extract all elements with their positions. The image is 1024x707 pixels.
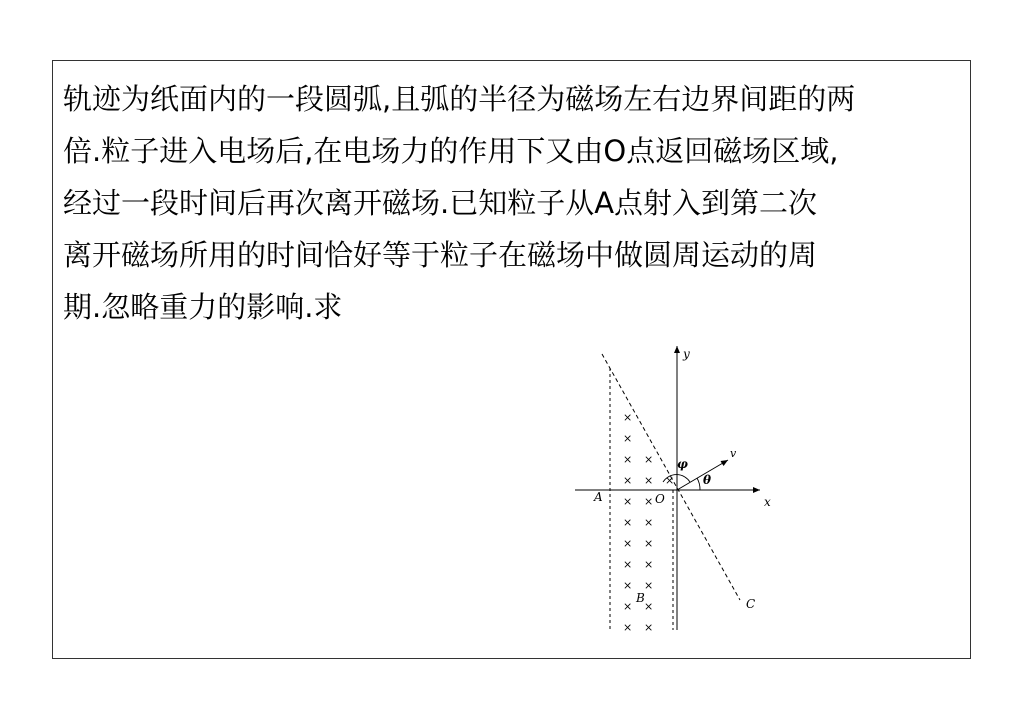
point-o-label: O <box>655 492 665 506</box>
problem-frame <box>52 60 971 659</box>
field-cross: × <box>623 600 633 613</box>
text-line-1: 轨迹为纸面内的一段圆弧,且弧的半径为磁场左右边界间距的两 <box>63 82 856 116</box>
physics-diagram <box>560 340 800 640</box>
field-cross: × <box>623 579 633 592</box>
text-line-2: 倍.粒子进入电场后,在电场力的作用下又由O点返回磁场区域, <box>63 134 839 168</box>
field-cross: × <box>644 537 654 550</box>
angle-theta-label: θ <box>703 473 712 487</box>
field-cross: × <box>623 474 633 487</box>
field-cross: × <box>623 558 633 571</box>
field-cross: × <box>623 432 633 445</box>
field-cross: × <box>644 495 654 508</box>
magnetic-field-marks <box>623 411 674 634</box>
text-line-3: 经过一段时间后再次离开磁场.已知粒子从A点射入到第二次 <box>63 186 818 220</box>
field-cross: × <box>644 558 654 571</box>
field-cross: × <box>623 495 633 508</box>
text-line-4: 离开磁场所用的时间恰好等于粒子在磁场中做圆周运动的周 <box>63 238 818 272</box>
field-cross: × <box>644 621 654 634</box>
field-cross: × <box>644 453 654 466</box>
field-cross: × <box>623 516 633 529</box>
field-cross: × <box>623 621 633 634</box>
x-axis-label: x <box>764 495 771 509</box>
point-c-label: C <box>746 597 756 611</box>
angle-theta-arc <box>697 478 700 490</box>
field-cross: × <box>623 537 633 550</box>
angle-phi-label: φ <box>677 457 688 471</box>
point-b-label: B <box>636 591 645 605</box>
y-axis-label: y <box>683 347 690 361</box>
point-a-label: A <box>594 490 603 504</box>
problem-text <box>63 73 1001 333</box>
field-cross: × <box>623 453 633 466</box>
field-cross: × <box>623 411 633 424</box>
velocity-label: v <box>730 447 737 460</box>
field-cross: × <box>644 474 654 487</box>
field-cross: × <box>644 516 654 529</box>
field-cross: × <box>644 579 654 592</box>
field-cross: × <box>644 600 654 613</box>
field-cross: × <box>665 474 675 487</box>
text-line-5: 期.忽略重力的影响.求 <box>63 290 343 324</box>
